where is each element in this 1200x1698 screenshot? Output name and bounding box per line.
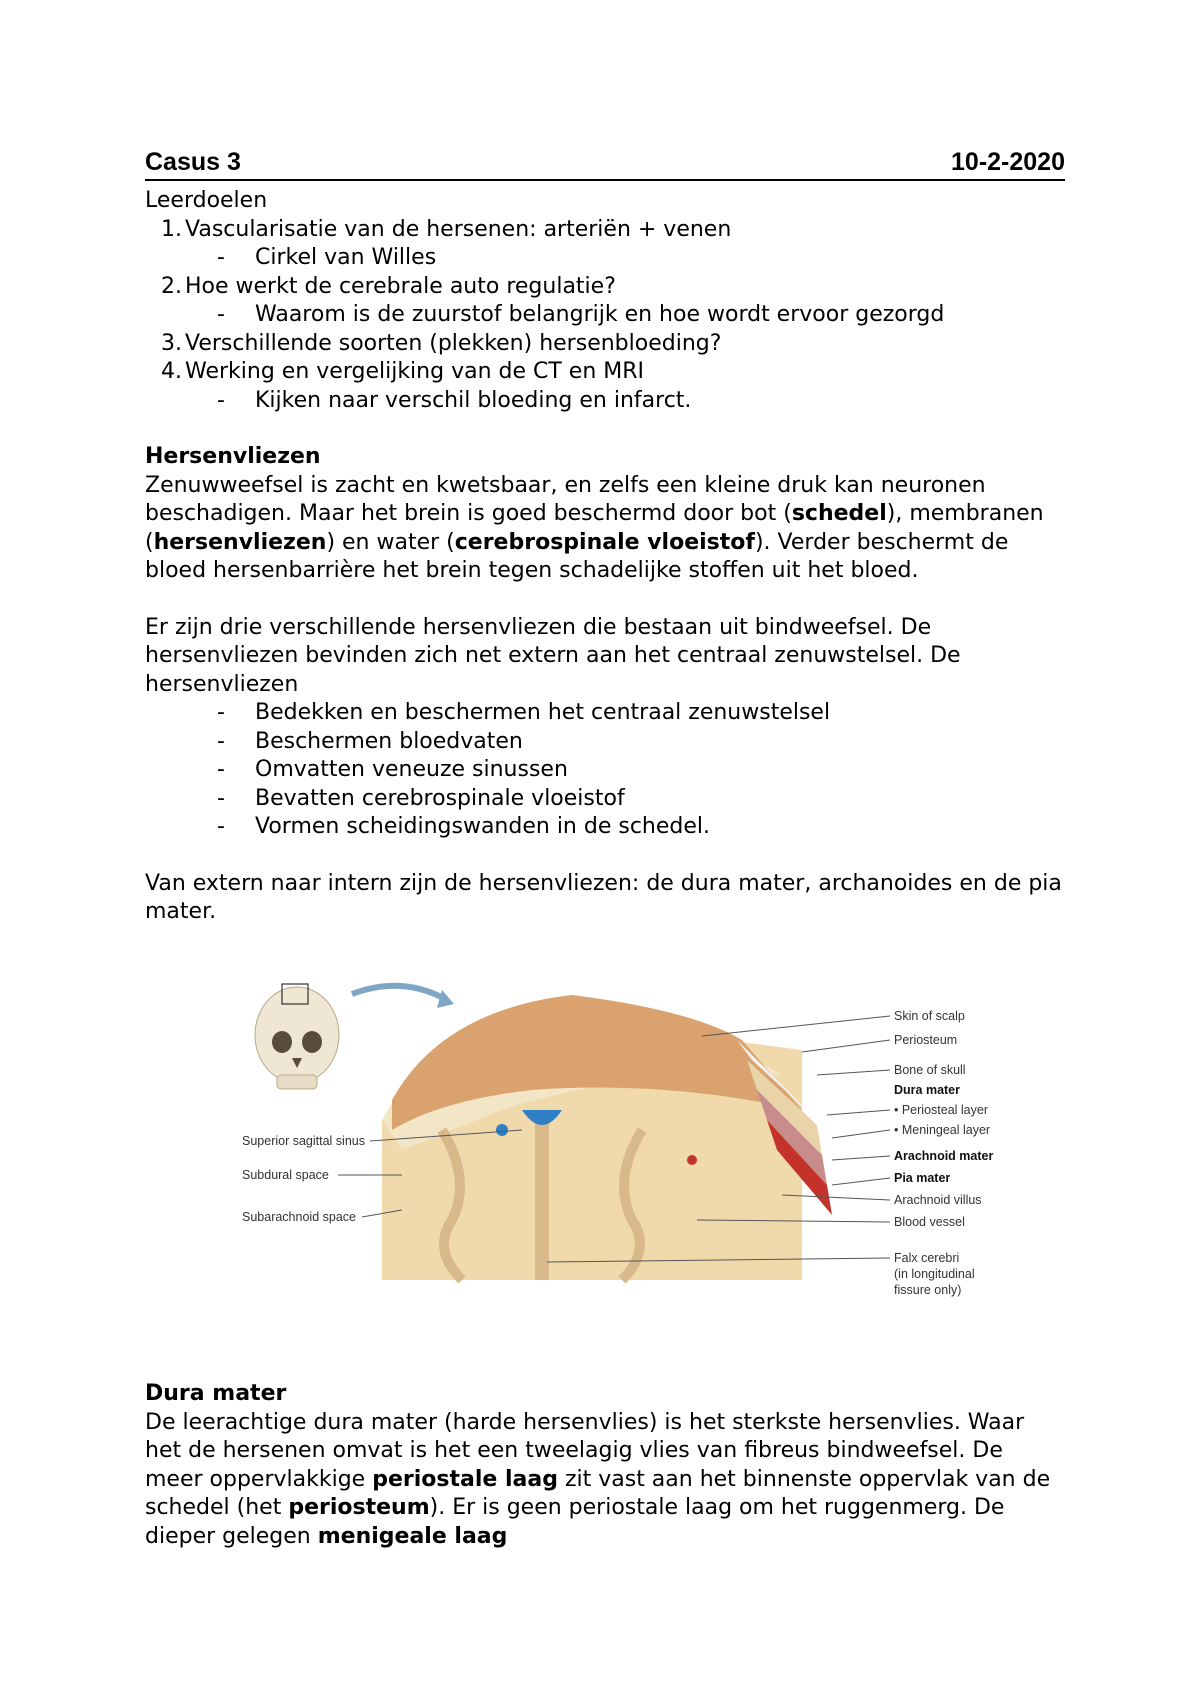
label-skin-of-scalp: Skin of scalp: [894, 1009, 965, 1023]
label-arachnoid-mater: Arachnoid mater: [894, 1149, 994, 1163]
hersenvliezen-heading: Hersenvliezen: [145, 444, 321, 469]
leerdoelen-list: [145, 216, 1065, 416]
goal-item: [145, 273, 1065, 302]
goal-text: Hoe werkt de cerebrale auto regulatie?: [185, 273, 616, 299]
functions-list: [145, 699, 1065, 842]
dura-mater-paragraph: De leerachtige dura mater (harde hersenvlies) is het sterkste hersenvlies. Waar het de hersenen omvat is het een tweelagig vlies van fibreus bindweefsel. De meer oppervlakkige periostale laag zit vast aan het binnenste oppervlak van de schedel (het periosteum). Er is geen periostale laag om het ruggenmerg. De dieper gelegen menigeale laag: [145, 1409, 1051, 1549]
document-title: Casus 3: [145, 148, 241, 176]
goal-number: 3.: [161, 330, 182, 356]
label-blood-vessel: Blood vessel: [894, 1215, 965, 1229]
label-falx-cerebri-note: (in longitudinal: [894, 1267, 975, 1281]
list-item: - Vormen scheidingswanden in de schedel.: [145, 813, 1065, 842]
goal-subitem: - Waarom is de zuurstof belangrijk en hoe wordt ervoor gezorgd: [145, 301, 1065, 330]
goal-item: [145, 216, 1065, 245]
list-item: - Bedekken en beschermen het centraal zenuwstelsel: [145, 699, 1065, 728]
document-header: [145, 148, 1065, 181]
label-bone-of-skull: Bone of skull: [894, 1063, 966, 1077]
skull-thumbnail: [255, 984, 339, 1089]
goal-item: [145, 358, 1065, 387]
document-date: 10-2-2020: [951, 148, 1065, 176]
label-falx-cerebri: Falx cerebri: [894, 1251, 960, 1265]
hersenvliezen-paragraph-1: Zenuwweefsel is zacht en kwetsbaar, en zelfs een kleine druk kan neuronen beschadigen. Maar het brein is goed beschermd door bot (schedel), membranen (hersenvliezen) en water (cerebrospinale vloeistof). Verder beschermt de bloed hersenbarrière het brein tegen schadelijke stoffen uit het bloed.: [145, 472, 1044, 583]
list-item: - Omvatten veneuze sinussen: [145, 756, 1065, 785]
hersenvliezen-paragraph-3: Van extern naar intern zijn de hersenvliezen: de dura mater, archanoides en de pia mater.: [145, 870, 1062, 924]
meninges-block: [382, 995, 832, 1280]
goal-subitem: - Cirkel van Willes: [145, 244, 1065, 273]
label-meningeal-layer: • Meningeal layer: [894, 1123, 991, 1137]
list-item: - Bevatten cerebrospinale vloeistof: [145, 785, 1065, 814]
label-pia-mater: Pia mater: [894, 1171, 951, 1185]
document-page: [145, 148, 1065, 927]
dura-mater-heading: Dura mater: [145, 1381, 287, 1406]
label-subarachnoid-space: Subarachnoid space: [242, 1210, 356, 1224]
goal-number: 4.: [161, 359, 182, 384]
goal-text: Werking en vergelijking van de CT en MRI: [185, 359, 645, 384]
label-superior-sagittal-sinus: Superior sagittal sinus: [242, 1134, 365, 1148]
goal-text: Verschillende soorten (plekken) hersenbloeding?: [185, 330, 722, 356]
label-subdural-space: Subdural space: [242, 1168, 329, 1182]
dura-mater-section: [145, 1380, 1065, 1551]
label-arachnoid-villus: Arachnoid villus: [894, 1193, 982, 1207]
leerdoelen-heading: Leerdoelen: [145, 188, 268, 213]
list-item: - Beschermen bloedvaten: [145, 728, 1065, 757]
meninges-illustration: [242, 980, 1012, 1310]
label-periosteum: Periosteum: [894, 1033, 958, 1047]
goal-subitem: - Kijken naar verschil bloeding en infarct.: [145, 387, 1065, 416]
leerdoelen-section: [145, 187, 1065, 415]
goal-text: Vascularisatie van de hersenen: arteriën + venen: [185, 216, 732, 242]
goal-item: [145, 330, 1065, 359]
goal-number: 2.: [161, 273, 182, 299]
label-periosteal-layer: • Periosteal layer: [894, 1103, 989, 1117]
label-dura-mater: Dura mater: [894, 1083, 960, 1097]
goal-number: 1.: [161, 216, 182, 242]
hersenvliezen-paragraph-2: Er zijn drie verschillende hersenvliezen die bestaan uit bindweefsel. De hersenvliezen bevinden zich net extern aan het centraal zenuwstelsel. De hersenvliezen: [145, 614, 961, 697]
hersenvliezen-section: [145, 443, 1065, 927]
label-falx-cerebri-note: fissure only): [894, 1283, 962, 1297]
